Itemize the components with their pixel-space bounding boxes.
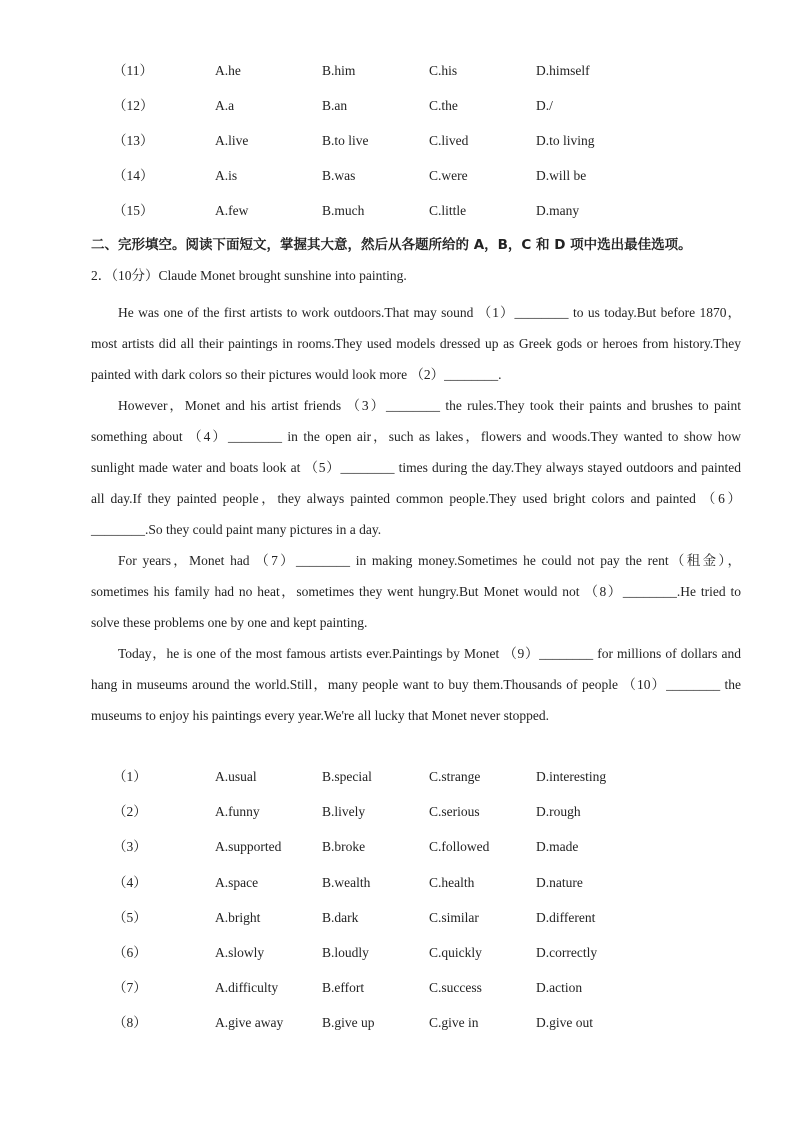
option-d: D.many — [536, 203, 580, 218]
passage-paragraph-1: He was one of the first artists to work outdoors.That may sound （1）________ to us today.But before 1870，most artists did all their paintings in rooms.They used models dressed up as Greek gods or heroes from history.They painted with dark colors so their pictures would look more （2）________. — [91, 305, 741, 382]
option-b: B.effort — [322, 980, 365, 995]
option-a: A.give away — [215, 1015, 284, 1030]
option-c: C.lived — [429, 133, 469, 148]
option-b: B.lively — [322, 804, 366, 819]
option-d: D.give out — [536, 1015, 593, 1030]
option-b: B.dark — [322, 910, 359, 925]
option-d: D./ — [536, 98, 553, 113]
option-a: A.difficulty — [215, 980, 279, 995]
option-a: A.a — [215, 98, 235, 113]
option-c: C.serious — [429, 804, 480, 819]
option-c: C.the — [429, 98, 458, 113]
question-number: （7） — [113, 980, 147, 995]
option-c: C.were — [429, 168, 468, 183]
option-d: D.different — [536, 910, 596, 925]
option-c: C.strange — [429, 769, 481, 784]
option-a: A.bright — [215, 910, 261, 925]
option-c: C.quickly — [429, 945, 482, 960]
option-b: B.give up — [322, 1015, 375, 1030]
option-d: D.will be — [536, 168, 587, 183]
option-a: A.funny — [215, 804, 260, 819]
option-a: A.live — [215, 133, 249, 148]
option-a: A.usual — [215, 769, 257, 784]
option-d: D.to living — [536, 133, 595, 148]
option-b: B.special — [322, 769, 372, 784]
question-number: （14） — [113, 168, 154, 183]
option-d: D.action — [536, 980, 583, 995]
option-d: D.interesting — [536, 769, 607, 784]
option-b: B.to live — [322, 133, 369, 148]
option-c: C.give in — [429, 1015, 479, 1030]
option-b: B.was — [322, 168, 356, 183]
option-c: C.success — [429, 980, 482, 995]
question-number: （15） — [113, 203, 154, 218]
passage — [91, 297, 741, 731]
question-number: （1） — [113, 769, 147, 784]
question-number: （2） — [113, 804, 147, 819]
option-a: A.is — [215, 168, 238, 183]
passage-paragraph-4: Today，he is one of the most famous artists ever.Paintings by Monet （9）________ for millions of dollars and hang in museums around the world.Still，many people want to buy them.Thousands of people （10）________ the museums to enjoy his paintings every year.We're all lucky that Monet never stopped. — [91, 646, 741, 723]
question-header: 2．（10分）Claude Monet brought sunshine into painting. — [91, 268, 407, 283]
question-number: （12） — [113, 98, 154, 113]
question-number: （11） — [113, 63, 153, 78]
option-d: D.nature — [536, 875, 583, 890]
passage-paragraph-2: However，Monet and his artist friends （3）________ the rules.They took their paints and brushes to paint something about （4）________ in the open air，such as lakes，flowers and woods.They wanted to show how sunlight made water and boats look at （5）________ times during the day.They always stayed outdoors and painted all day.If they painted people，they always painted common people.They used bright colors and painted （6）________.So they could paint many pictures in a day. — [91, 398, 741, 537]
option-c: C.similar — [429, 910, 479, 925]
option-b: B.an — [322, 98, 348, 113]
option-a: A.supported — [215, 839, 282, 854]
option-a: A.few — [215, 203, 249, 218]
option-d: D.rough — [536, 804, 581, 819]
question-number: （6） — [113, 945, 147, 960]
option-b: B.wealth — [322, 875, 371, 890]
question-number: （13） — [113, 133, 154, 148]
option-c: C.little — [429, 203, 467, 218]
option-d: D.himself — [536, 63, 590, 78]
option-b: B.much — [322, 203, 365, 218]
question-number: （5） — [113, 910, 147, 925]
question-number: （8） — [113, 1015, 147, 1030]
option-c: C.his — [429, 63, 458, 78]
option-c: C.followed — [429, 839, 490, 854]
option-c: C.health — [429, 875, 475, 890]
option-d: D.made — [536, 839, 579, 854]
passage-paragraph-3: For years，Monet had （7）________ in making money.Sometimes he could not pay the rent（租金），sometimes his family had no heat，sometimes they went hungry.But Monet would not （8）________.He tried to solve these problems one by one and kept painting. — [91, 553, 741, 630]
option-d: D.correctly — [536, 945, 598, 960]
section-heading: 二、完形填空。阅读下面短文，掌握其大意，然后从各题所给的 A，B，C 和 D 项中选出最佳选项。 — [91, 237, 692, 253]
option-a: A.slowly — [215, 945, 265, 960]
question-number: （4） — [113, 875, 147, 890]
option-a: A.space — [215, 875, 259, 890]
question-number: （3） — [113, 839, 147, 854]
option-b: B.loudly — [322, 945, 369, 960]
option-a: A.he — [215, 63, 241, 78]
option-b: B.broke — [322, 839, 366, 854]
option-b: B.him — [322, 63, 356, 78]
